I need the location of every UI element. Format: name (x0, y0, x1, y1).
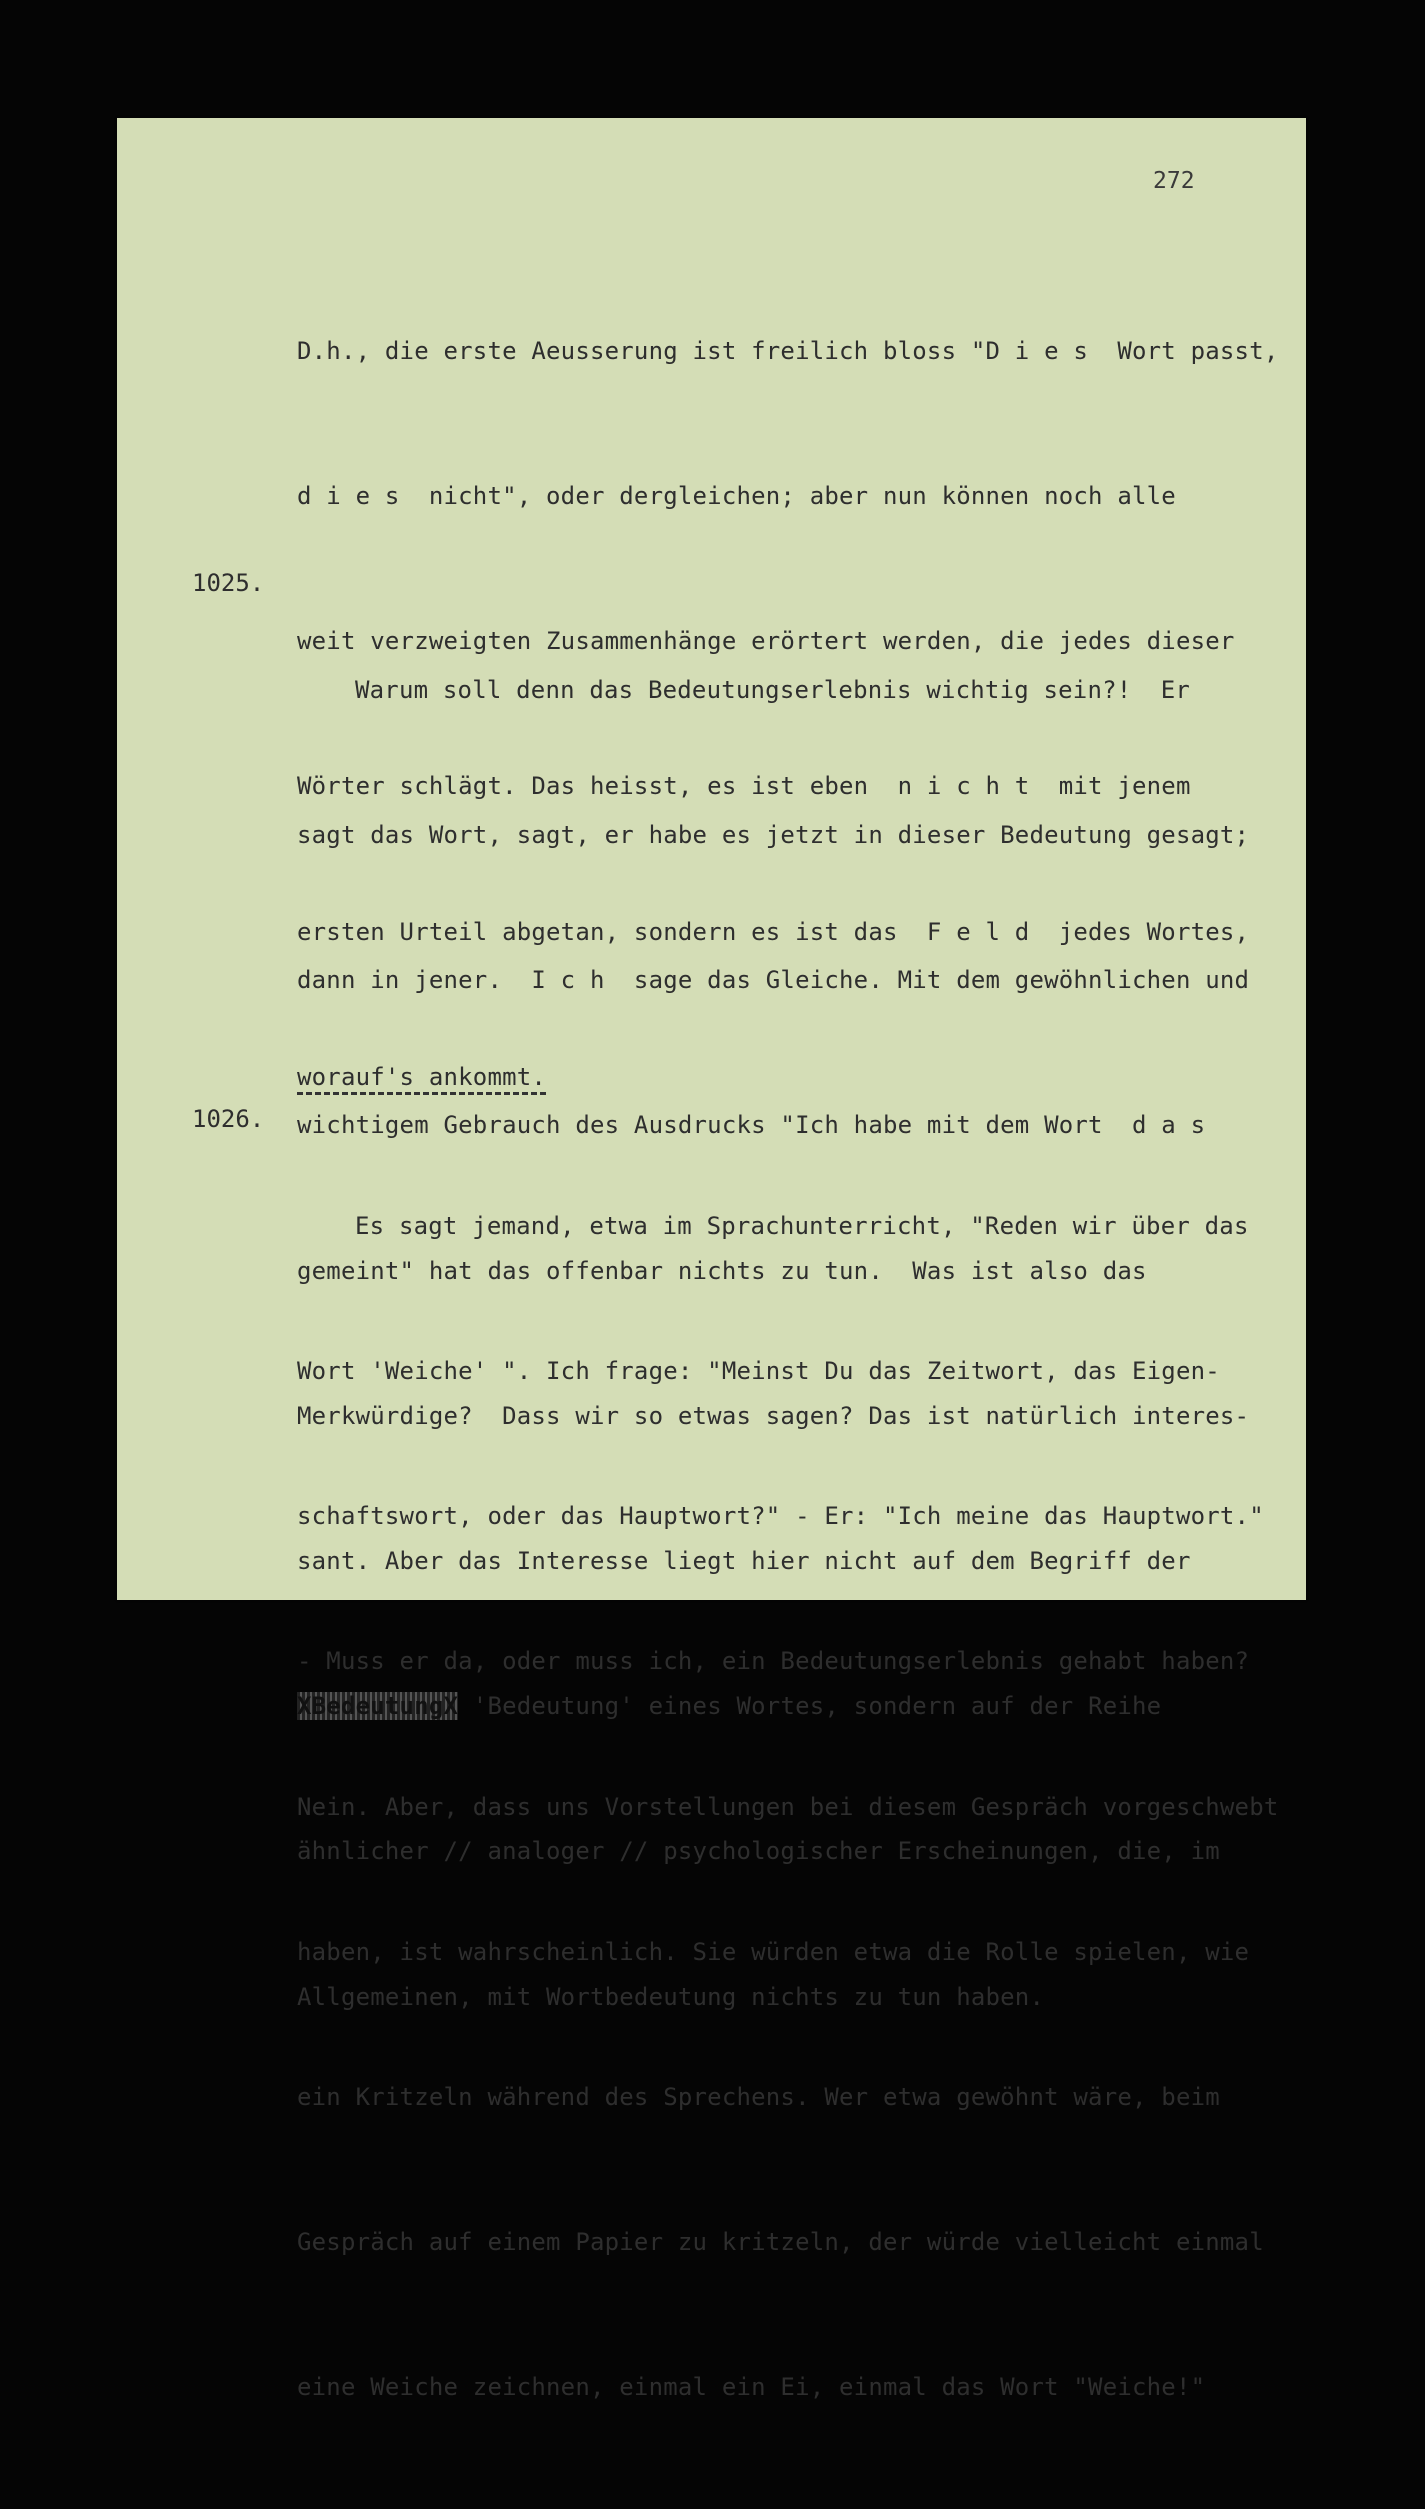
text-line: ein Kritzeln während des Sprechens. Wer etwa gewöhnt wäre, beim (297, 2083, 1220, 2112)
paragraph-number: 1026. (192, 1105, 265, 1133)
text-line: sagt das Wort, sagt, er habe es jetzt in dieser Bedeutung gesagt; (297, 821, 1250, 850)
text-line (297, 1202, 1279, 1250)
text-line (297, 666, 1249, 714)
text-line: Wörter schlägt. Das heisst, es ist eben n i c h t mit jenem (297, 772, 1191, 801)
text-line: wichtigem Gebrauch des Ausdrucks "Ich habe mit dem Wort d a s (297, 1111, 1206, 1140)
text-line-content: Es sagt jemand, etwa im Sprachunterricht, "Reden wir über das (355, 1211, 1249, 1240)
text-line: Wort 'Weiche' ". Ich frage: "Meinst Du das Zeitwort, das Eigen- (297, 1357, 1220, 1386)
text-line: d i e s nicht", oder dergleichen; aber nun können noch alle (297, 482, 1176, 511)
text-line: weit verzweigten Zusammenhänge erörtert werden, die jedes dieser (297, 627, 1235, 656)
text-line: Nein. Aber, dass uns Vorstellungen bei diesem Gespräch vorgeschwebt (297, 1792, 1279, 1821)
paragraph-1026 (297, 1105, 1279, 2509)
text-line: sant. Aber das Interesse liegt hier nicht auf dem Begriff der (297, 1547, 1191, 1576)
text-line: Allgemeinen, mit Wortbedeutung nichts zu tun haben. (297, 1982, 1045, 2011)
text-line: Merkwürdige? Dass wir so etwas sagen? Das ist natürlich interes- (297, 1401, 1250, 1430)
text-line: schaftswort, oder das Hauptwort?" - Er: "Ich meine das Hauptwort." (297, 1502, 1264, 1531)
text-line-content: Warum soll denn das Bedeutungserlebnis wichtig sein?! Er (355, 675, 1191, 704)
paragraph-number: 1025. (192, 569, 265, 597)
text-line: ersten Urteil abgetan, sondern es ist das F e l d jedes Wortes, (297, 917, 1250, 946)
text-line: D.h., die erste Aeusserung ist freilich bloss "D i e s Wort passt, (297, 336, 1279, 365)
text-line: ähnlicher // analoger // psychologischer Erscheinungen, die, im (297, 1837, 1220, 1866)
text-line: eine Weiche zeichnen, einmal ein Ei, einmal das Wort "Weiche!" (297, 2373, 1206, 2402)
struck-out-word: XBedeutungX (297, 1692, 459, 1721)
text-line-content: 'Bedeutung' eines Wortes, sondern auf der Reihe (458, 1692, 1162, 1721)
text-line: haben, ist wahrscheinlich. Sie würden etwa die Rolle spielen, wie (297, 1937, 1250, 1966)
dashed-underline-text: worauf's ankommt. (297, 1062, 546, 1095)
typescript-page (117, 118, 1306, 2402)
text-line: Gespräch auf einem Papier zu kritzeln, der würde vielleicht einmal (297, 2228, 1264, 2257)
text-line: dann in jener. I c h sage das Gleiche. Mit dem gewöhnlichen und (297, 966, 1250, 995)
page-number: 272 (1153, 168, 1195, 194)
text-line: gemeint" hat das offenbar nichts zu tun. Was ist also das (297, 1256, 1147, 1285)
text-line: - Muss er da, oder muss ich, ein Bedeutungserlebnis gehabt haben? (297, 1647, 1250, 1676)
